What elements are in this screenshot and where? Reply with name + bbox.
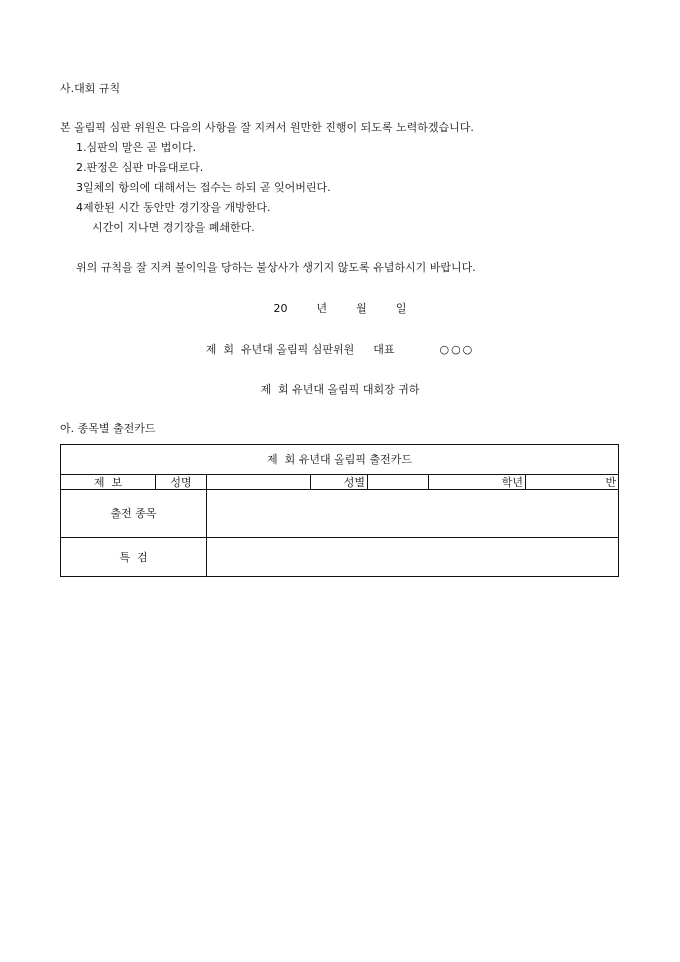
header-jebo: 제 보 <box>61 475 156 490</box>
event-label: 출전 종목 <box>61 490 207 538</box>
special-label: 특 검 <box>61 538 207 577</box>
card-title: 제 회 유년대 올림픽 출전카드 <box>61 445 619 475</box>
header-gender: 성별 <box>311 475 368 490</box>
event-value-cell[interactable] <box>207 490 619 538</box>
addressee-line: 제 회 유년대 올림픽 대회장 귀하 <box>260 383 420 396</box>
rule-item-4: 4제한된 시간 동안만 경기장을 개방한다. <box>76 201 271 214</box>
representative-org: 제 회 유년대 올림픽 심판위원 <box>205 343 355 356</box>
gender-value-cell[interactable] <box>368 475 429 490</box>
special-value-cell[interactable] <box>207 538 619 577</box>
date-line <box>0 302 680 316</box>
representative-name: ○○○ <box>439 343 475 356</box>
rules-heading: 사.대회 규칙 <box>60 82 121 95</box>
entry-card-table <box>60 444 619 577</box>
rule-item-4-continued: 시간이 지나면 경기장을 폐쇄한다. <box>92 221 255 234</box>
rule-item-2: 2.판정은 심판 마음대로다. <box>76 161 204 174</box>
rules-closing: 위의 규칙을 잘 지켜 불이익을 당하는 불상사가 생기지 않도록 유념하시기 바랍니다. <box>76 261 476 274</box>
rule-item-1: 1.심판의 말은 곧 법이다. <box>76 141 197 154</box>
date-year-label: 년 <box>316 302 328 315</box>
date-year-prefix: 20 <box>273 302 288 315</box>
rules-intro: 본 올림픽 심판 위원은 다음의 사항을 잘 지켜서 원만한 진행이 되도록 노력하겠습니다. <box>60 121 474 134</box>
header-class: 반 <box>526 475 619 490</box>
date-day-label: 일 <box>395 302 407 315</box>
header-name: 성명 <box>156 475 207 490</box>
representative-line <box>0 343 680 357</box>
card-section-heading: 아. 종목별 출전카드 <box>60 422 156 435</box>
representative-title: 대표 <box>373 343 395 356</box>
rule-item-3: 3일체의 항의에 대해서는 접수는 하되 곧 잊어버린다. <box>76 181 331 194</box>
date-month-label: 월 <box>356 302 367 315</box>
name-value-cell[interactable] <box>207 475 311 490</box>
header-grade: 학년 <box>429 475 526 490</box>
